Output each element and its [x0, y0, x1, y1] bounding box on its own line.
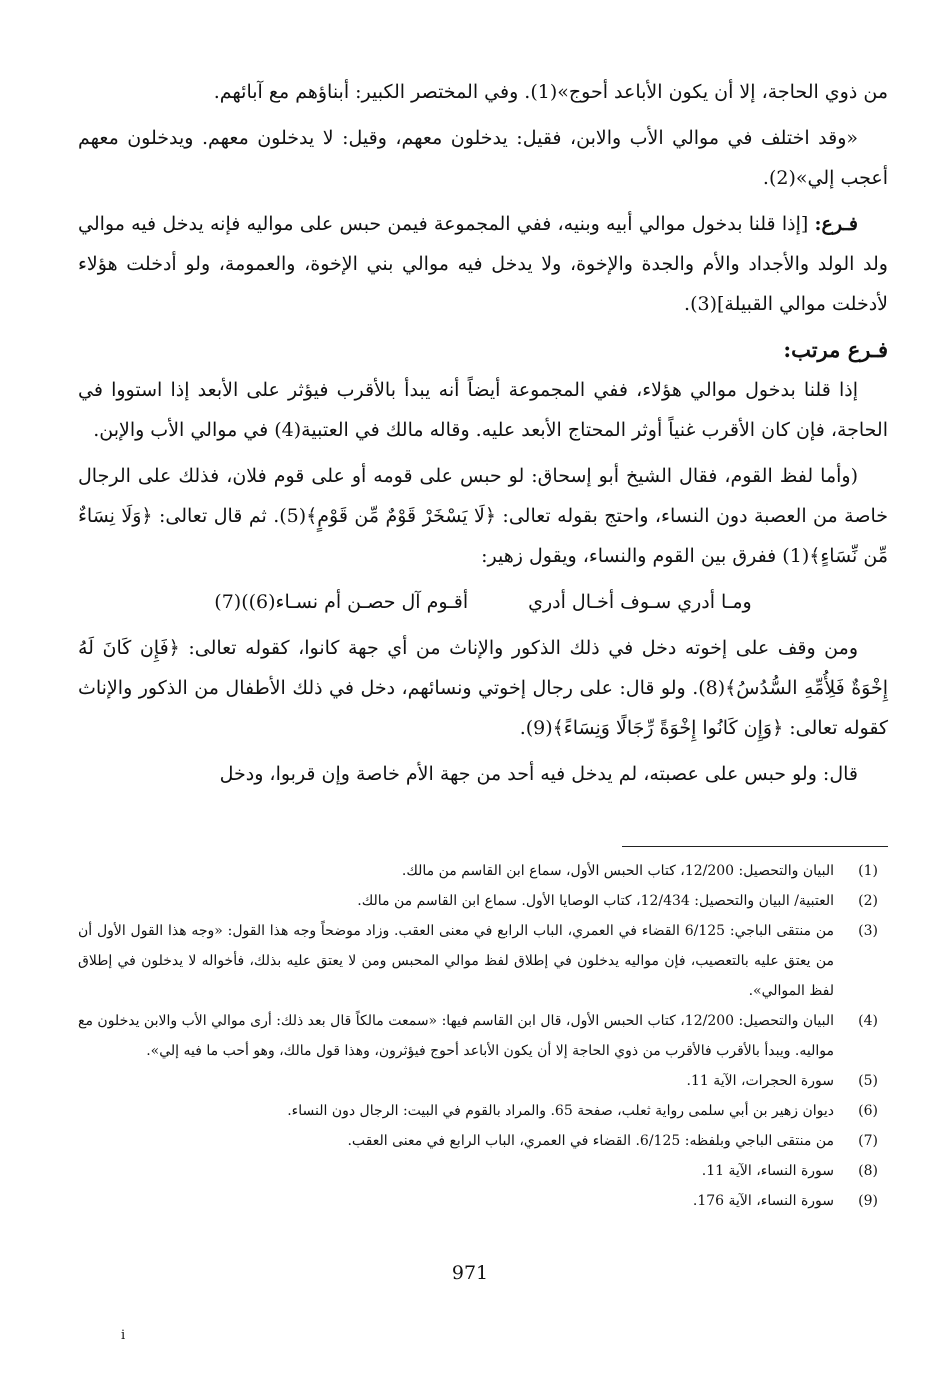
poetry-verse	[78, 582, 888, 622]
paragraph-3	[78, 204, 888, 324]
footnote-text: البيان والتحصيل: 12/200، كتاب الحبس الأول، قال ابن القاسم فيها: «سمعت مالكاً قال بعد ذلك: أرى موالي الأب والابن يدخلون مع مواليه. ويبدأ بالأقرب فالأقرب من ذوي الحاجة إلا أن يكون الأباعد أحوج فيؤثرون، وهذا قول مالك، وهو أحب ما فيه إلي».	[78, 1013, 834, 1059]
footnote-number: (6)	[858, 1103, 878, 1119]
paragraph-3-text: [إذا قلنا بدخول موالي أبيه وبنيه، ففي المجموعة فيمن حبس على مواليه فإنه يدخل فيه موالي ولد الولد والأجداد والأم والجدة والإخوة، ولا يدخل فيه موالي بني الإخوة، والعمومة، ولو أدخلت هؤلاء لأدخلت موالي القبيلة](3).	[78, 213, 888, 315]
verse-second-half: أقـوم آل حصـن أم نسـاء(6))(7)	[214, 591, 469, 613]
paragraph-7: قال: ولو حبس على عصبته، لم يدخل فيه أحد من جهة الأم خاصة وإن قربوا، ودخل	[219, 763, 858, 785]
footnotes	[78, 856, 878, 1216]
footnote-number: (3)	[858, 923, 878, 939]
footnote-number: (5)	[858, 1073, 878, 1089]
paragraph-5: (وأما لفظ القوم، فقال الشيخ أبو إسحاق: لو حبس على قومه أو على قوم فلان، فذلك على الرجال خاصة من العصبة دون النساء، واحتج بقوله تعالى: ﴿لَا يَسْخَرْ قَوْمٌ مِّن قَوْمٍ﴾(5). ثم قال تعالى: ﴿وَلَا نِسَاءٌ مِّن نِّسَاءٍ﴾(1) ففرق بين القوم والنساء، ويقول زهير:	[78, 465, 888, 567]
section-label: فـرع:	[814, 213, 858, 235]
footnote-number: (2)	[858, 893, 878, 909]
footnote-text: سورة الحجرات، الآية 11.	[686, 1073, 834, 1089]
footnote	[78, 886, 878, 916]
footnote	[78, 1066, 878, 1096]
footnote-number: (8)	[858, 1163, 878, 1179]
footnote-number: (4)	[858, 1013, 878, 1029]
page-number: 971	[451, 1262, 489, 1284]
footnote	[78, 856, 878, 886]
footnote-text: العتبية/ البيان والتحصيل: 12/434، كتاب الوصايا الأول. سماع ابن القاسم من مالك.	[357, 893, 834, 909]
footnote	[78, 1096, 878, 1126]
footnote-text: سورة النساء، الآية 11.	[701, 1163, 834, 1179]
main-text	[78, 72, 888, 800]
footnote	[78, 1006, 878, 1066]
footnote	[78, 1186, 878, 1216]
corner-mark: i	[121, 1328, 126, 1343]
footnote	[78, 1156, 878, 1186]
paragraph-6: ومن وقف على إخوته دخل في ذلك الذكور والإناث من أي جهة كانوا، كقوله تعالى: ﴿فَإِن كَانَ لَهُ إِخْوَةٌ فَلِأُمِّهِ السُّدُسُ﴾(8). ولو قال: على رجال إخوتي ونسائهم، دخل في ذلك الأطفال من الذكور والإناث كقوله تعالى: ﴿وَإِن كَانُوا إِخْوَةً رِّجَالًا وَنِسَاءً﴾(9).	[78, 637, 889, 739]
footnote	[78, 1126, 878, 1156]
paragraph-4: إذا قلنا بدخول موالي هؤلاء، ففي المجموعة أيضاً أنه يبدأ بالأقرب فيؤثر على الأبعد إذا استووا في الحاجة، فإن كان الأقرب غنياً أوثر المحتاج الأبعد عليه. وقاله مالك في العتبية(4) في موالي الأب والإبن.	[78, 379, 888, 441]
paragraph-1: من ذوي الحاجة، إلا أن يكون الأباعد أحوج»(1). وفي المختصر الكبير: أبناؤهم مع آبائهم.	[213, 81, 888, 103]
footnote-number: (9)	[858, 1193, 878, 1209]
footnote-number: (1)	[858, 863, 878, 879]
section-heading: فـرع مرتب:	[783, 337, 888, 362]
footnote	[78, 916, 878, 1006]
footnote-text: من منتقى الباجي: 6/125 القضاء في العمري، الباب الرابع في معنى العقب. وزاد موضحاً وجه هذا القول: «وجه هذا القول الأول أن من يعتق عليه بالتعصيب، فإن مواليه يدخلون في إطلاق لفظ موالي المحبس ومن لا يعتق عليه بذلك، فأخواله لا يدخلون في إطلاق لفظ الموالي».	[78, 923, 834, 999]
verse-first-half: ومـا أدري سـوف أخـال أدري	[528, 591, 752, 613]
footnote-text: سورة النساء، الآية 176.	[692, 1193, 834, 1209]
footnote-separator	[622, 846, 888, 847]
footnote-text: ديوان زهير بن أبي سلمى رواية ثعلب، صفحة 65. والمراد بالقوم في البيت: الرجال دون النساء.	[287, 1103, 834, 1119]
footnote-text: من منتقى الباجي وبلفظه: 6/125. القضاء في العمري، الباب الرابع في معنى العقب.	[347, 1133, 834, 1149]
footnote-text: البيان والتحصيل: 12/200، كتاب الحبس الأول، سماع ابن القاسم من مالك.	[401, 863, 834, 879]
paragraph-2: «وقد اختلف في موالي الأب والابن، فقيل: يدخلون معهم، وقيل: لا يدخلون معهم. ويدخلون معهم أعجب إلي»(2).	[78, 127, 888, 189]
footnote-number: (7)	[858, 1133, 878, 1149]
